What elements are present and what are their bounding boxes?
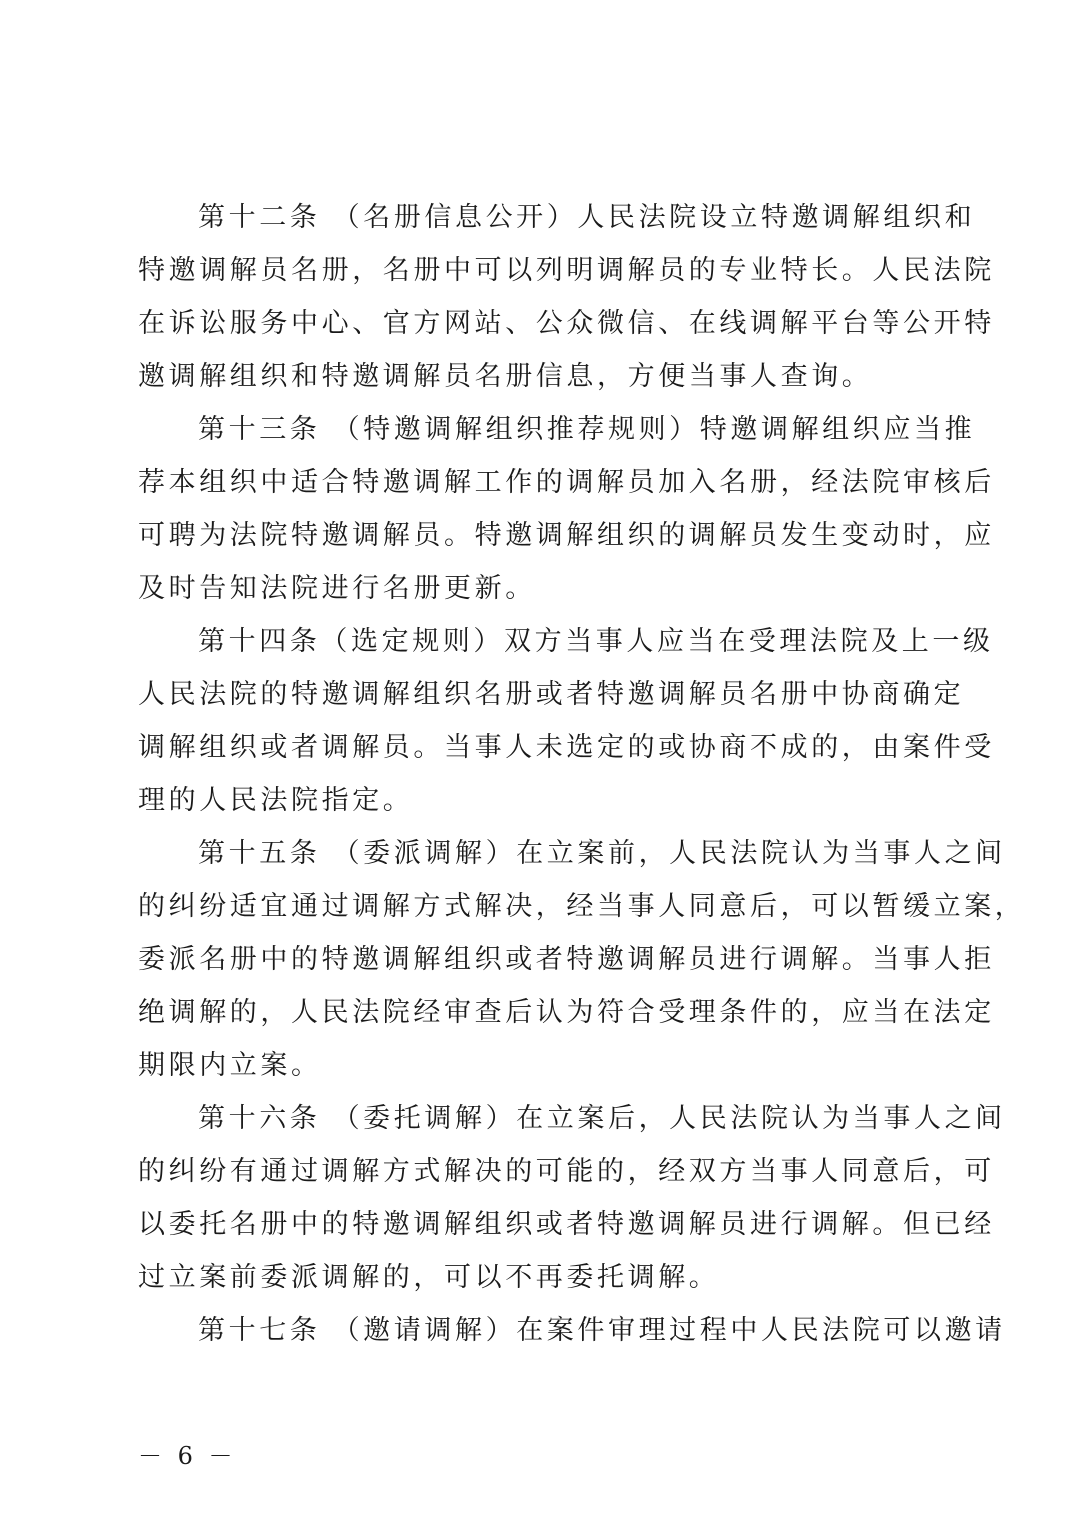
article-15-line-2: 的纠纷适宜通过调解方式解决，经当事人同意后，可以暂缓立案，: [138, 891, 1026, 922]
article-13-line-4: 及时告知法院进行名册更新。: [138, 573, 536, 604]
article-16-line-4: 过立案前委派调解的，可以不再委托调解。: [138, 1262, 720, 1293]
article-15-line-3: 委派名册中的特邀调解组织或者特邀调解员进行调解。当事人拒: [138, 944, 995, 975]
article-17-line-1: 第十七条 （邀请调解）在案件审理过程中人民法院可以邀请: [198, 1315, 1006, 1346]
article-15-line-4: 绝调解的，人民法院经审查后认为符合受理条件的，应当在法定: [138, 997, 995, 1028]
article-14-line-3: 调解组织或者调解员。当事人未选定的或协商不成的，由案件受: [138, 732, 995, 763]
article-16-line-2: 的纠纷有通过调解方式解决的可能的，经双方当事人同意后，可: [138, 1156, 995, 1187]
article-13-line-3: 可聘为法院特邀调解员。特邀调解组织的调解员发生变动时，应: [138, 520, 995, 551]
article-15-line-1: 第十五条 （委派调解）在立案前，人民法院认为当事人之间: [198, 838, 1006, 869]
article-13-line-2: 荐本组织中适合特邀调解工作的调解员加入名册，经法院审核后: [138, 467, 995, 498]
article-12-line-2: 特邀调解员名册，名册中可以列明调解员的专业特长。人民法院: [138, 255, 995, 286]
article-14-line-2: 人民法院的特邀调解组织名册或者特邀调解员名册中协商确定: [138, 679, 965, 710]
article-13-line-1: 第十三条 （特邀调解组织推荐规则）特邀调解组织应当推: [198, 414, 976, 445]
article-12-line-3: 在诉讼服务中心、官方网站、公众微信、在线调解平台等公开特: [138, 308, 995, 339]
article-15-line-5: 期限内立案。: [138, 1050, 322, 1081]
article-16-line-1: 第十六条 （委托调解）在立案后，人民法院认为当事人之间: [198, 1103, 1006, 1134]
page-number: － 6 －: [138, 1442, 237, 1470]
article-14-line-1: 第十四条（选定规则）双方当事人应当在受理法院及上一级: [198, 626, 994, 657]
article-14-line-4: 理的人民法院指定。: [138, 785, 414, 816]
article-12-line-1: 第十二条 （名册信息公开）人民法院设立特邀调解组织和: [198, 202, 976, 233]
article-16-line-3: 以委托名册中的特邀调解组织或者特邀调解员进行调解。但已经: [138, 1209, 995, 1240]
article-12-line-4: 邀调解组织和特邀调解员名册信息，方便当事人查询。: [138, 361, 873, 392]
